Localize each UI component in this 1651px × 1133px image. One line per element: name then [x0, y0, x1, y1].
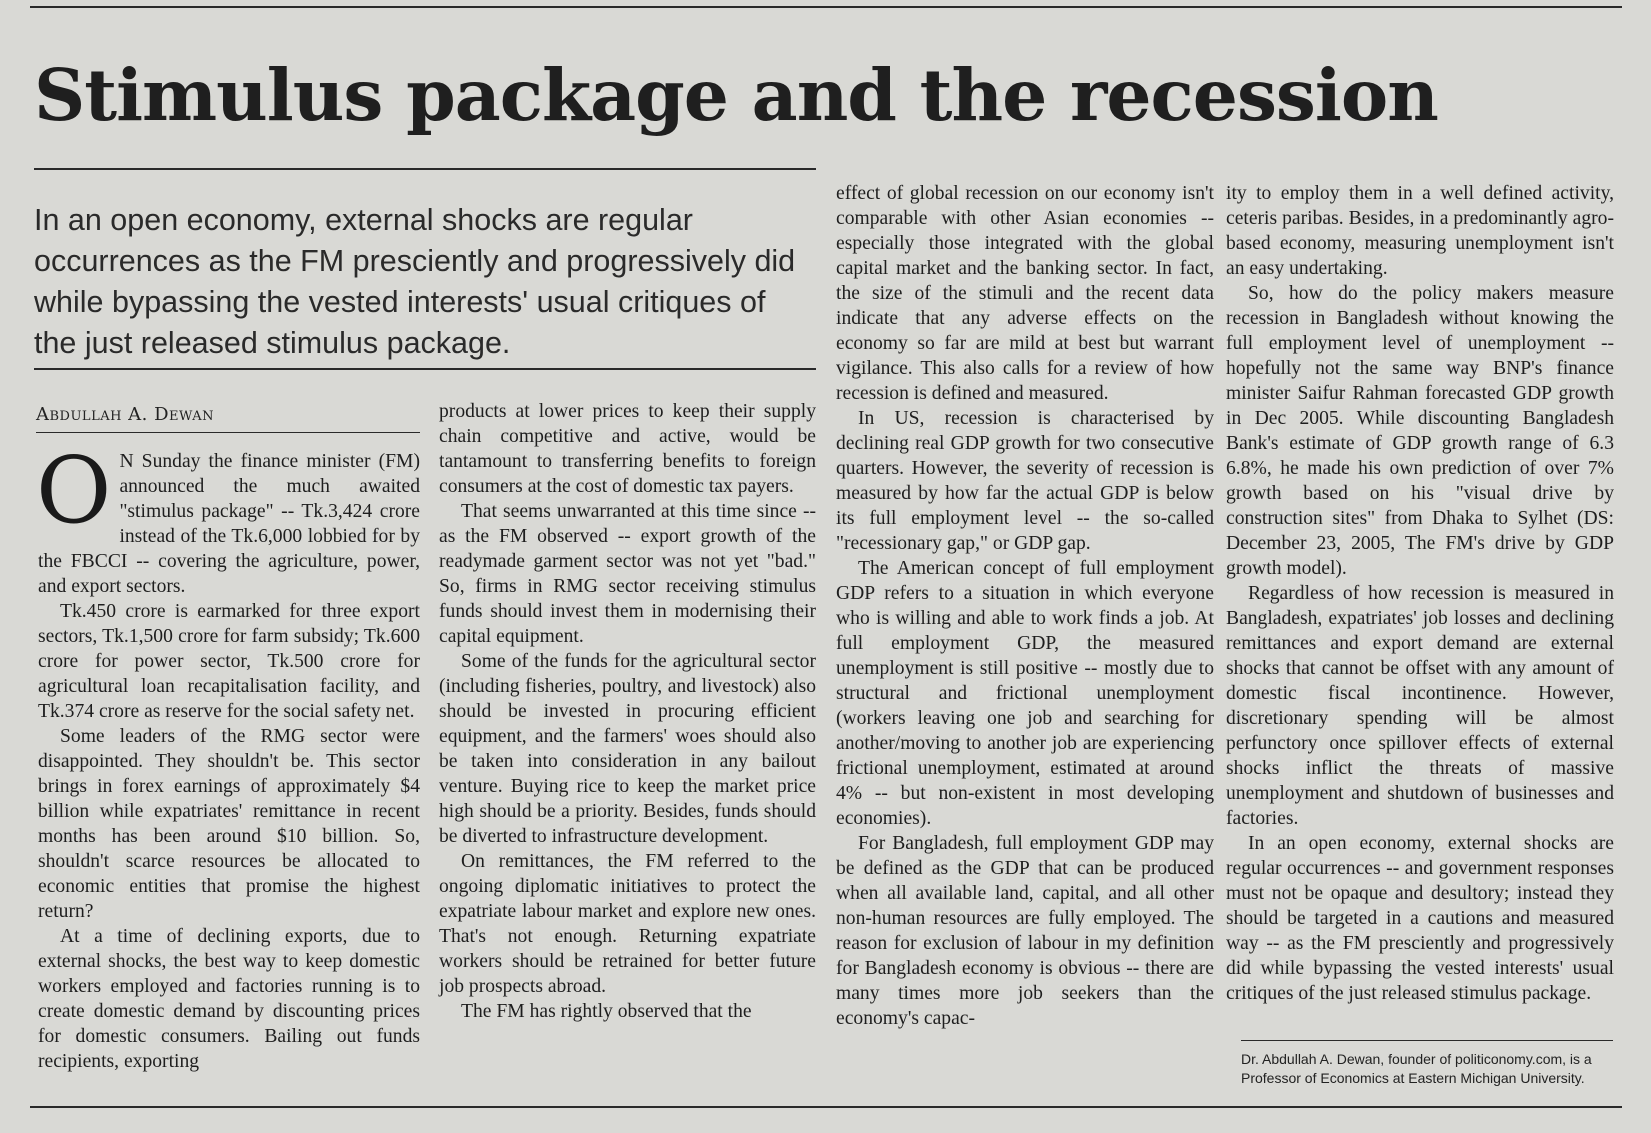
- paragraph: That seems unwarranted at this time since -- as the FM observed -- export growth of the readymade garment sector was not yet "bad." So, firms in RMG sector receiving stimulus funds should invest them in modernising their capital equipment.: [439, 501, 816, 647]
- column-1: [36, 437, 420, 1074]
- paragraph: For Bangladesh, full employment GDP may be defined as the GDP that can be produced when all available land, capital, and all other non-human resources are fully employed. The reason for exclusion of labour in my definition for Bangladesh economy is obvious -- there are many times more job seekers than the economy's capac-: [836, 833, 1214, 1029]
- column-2: [439, 399, 816, 1024]
- column-4: [1226, 181, 1614, 1006]
- top-rule: [30, 6, 1622, 8]
- standfirst-bottom-rule: [34, 368, 816, 370]
- paragraph: On remittances, the FM referred to the ongoing diplomatic initiatives to protect the expatriate labour market and explore new ones. That's not enough. Returning expatriate workers should be retrained for better future job prospects abroad.: [439, 851, 816, 997]
- paragraph: Regardless of how recession is measured in Bangladesh, expatriates' job losses and declining remittances and export demand are external shocks that cannot be offset with any amount of domestic fiscal incontinence. However, discretionary spending will be almost perfunctory once spillover effects of external shocks inflict the threats of massive unemployment and shutdown of businesses and factories.: [1226, 583, 1614, 829]
- paragraph: Tk.450 crore is earmarked for three export sectors, Tk.1,500 crore for farm subsidy; Tk.600 crore for power sector, Tk.500 crore for agricultural loan recapitalisation facility, and Tk.374 crore as reserve for the social safety net.: [38, 601, 420, 722]
- paragraph: ity to employ them in a well defined activity, ceteris paribas. Besides, in a predominantly agro-based economy, measuring unemployment isn't an easy undertaking.: [1226, 183, 1614, 279]
- byline-rule: [36, 432, 420, 433]
- paragraph: products at lower prices to keep their supply chain competitive and active, would be tantamount to transferring benefits to foreign consumers at the cost of domestic tax payers.: [439, 401, 816, 497]
- paragraph: In US, recession is characterised by declining real GDP growth for two consecutive quarters. However, the severity of recession is measured by how far the actual GDP is below its full employment level -- the so-called "recessionary gap," or GDP gap.: [836, 408, 1214, 554]
- paragraph: In an open economy, external shocks are regular occurrences -- and government responses must not be opaque and desultory; instead they should be targeted in a cautions and measured way -- as the FM presciently and progressively did while bypassing the vested interests' usual critiques of the just released stimulus package.: [1226, 833, 1614, 1004]
- paragraph: Some of the funds for the agricultural sector (including fisheries, poultry, and livestock) also should be invested in procuring efficient equipment, and the farmers' woes should also be taken into consideration in any bailout venture. Buying rice to keep the market price high should be a priority. Besides, funds should be diverted to infrastructure development.: [439, 651, 816, 847]
- author-note-rule: [1241, 1040, 1613, 1041]
- standfirst: In an open economy, external shocks are regular occurrences as the FM presciently and progressively did while bypassing the vested interests' usual critiques of the just released stimulus package.: [34, 203, 796, 360]
- paragraph: The FM has rightly observed that the: [461, 1001, 752, 1022]
- drop-cap: O: [36, 437, 112, 544]
- column-3: [836, 181, 1214, 1031]
- author-note: Dr. Abdullah A. Dewan, founder of politiconomy.com, is a Professor of Economics at Eastern Michigan University.: [1241, 1051, 1592, 1086]
- standfirst-top-rule: [34, 168, 816, 170]
- paragraph: At a time of declining exports, due to external shocks, the best way to keep domestic workers employed and factories running is to create domestic demand by discounting prices for domestic consumers. Bailing out funds recipients, exporting: [38, 926, 420, 1072]
- paragraph: The American concept of full employment GDP refers to a situation in which everyone who is willing and able to work finds a job. At full employment GDP, the measured unemployment is still positive -- mostly due to structural and frictional unemployment (workers leaving one job and searching for another/moving to another job are experiencing frictional unemployment, estimated at around 4% -- but non-existent in most developing economies).: [836, 558, 1214, 829]
- headline: Stimulus package and the recession: [34, 53, 1438, 137]
- paragraph: Some leaders of the RMG sector were disappointed. They shouldn't be. This sector brings in forex earnings of approximately $4 billion while expatriates' remittance in recent months has been around $10 billion. So, shouldn't scarce resources be allocated to economic entities that promise the highest return?: [38, 726, 420, 922]
- byline: Abdullah A. Dewan: [36, 404, 214, 425]
- paragraph: So, how do the policy makers measure recession in Bangladesh without knowing the full employment level of unemployment -- hopefully not the same way BNP's finance minister Saifur Rahman forecasted GDP growth in Dec 2005. While discounting Bangladesh Bank's estimate of GDP growth range of 6.3 6.8%, he made his own prediction of over 7% growth based on his "visual drive by construction sites" from Dhaka to Sylhet (DS: December 23, 2005, The FM's drive by GDP growth model).: [1226, 283, 1614, 579]
- paragraph: N Sunday the finance minister (FM) announced the much awaited "stimulus package" -- Tk.3,424 crore instead of the Tk.6,000 lobbied for by the FBCCI -- covering the agriculture, power, and export sectors.: [38, 451, 420, 597]
- bottom-rule: [30, 1106, 1622, 1108]
- paragraph: effect of global recession on our economy isn't comparable with other Asian economies -- especially those integrated with the global capital market and the banking sector. In fact, the size of the stimuli and the recent data indicate that any adverse effects on the economy so far are mild at best but warrant vigilance. This also calls for a review of how recession is defined and measured.: [836, 183, 1214, 404]
